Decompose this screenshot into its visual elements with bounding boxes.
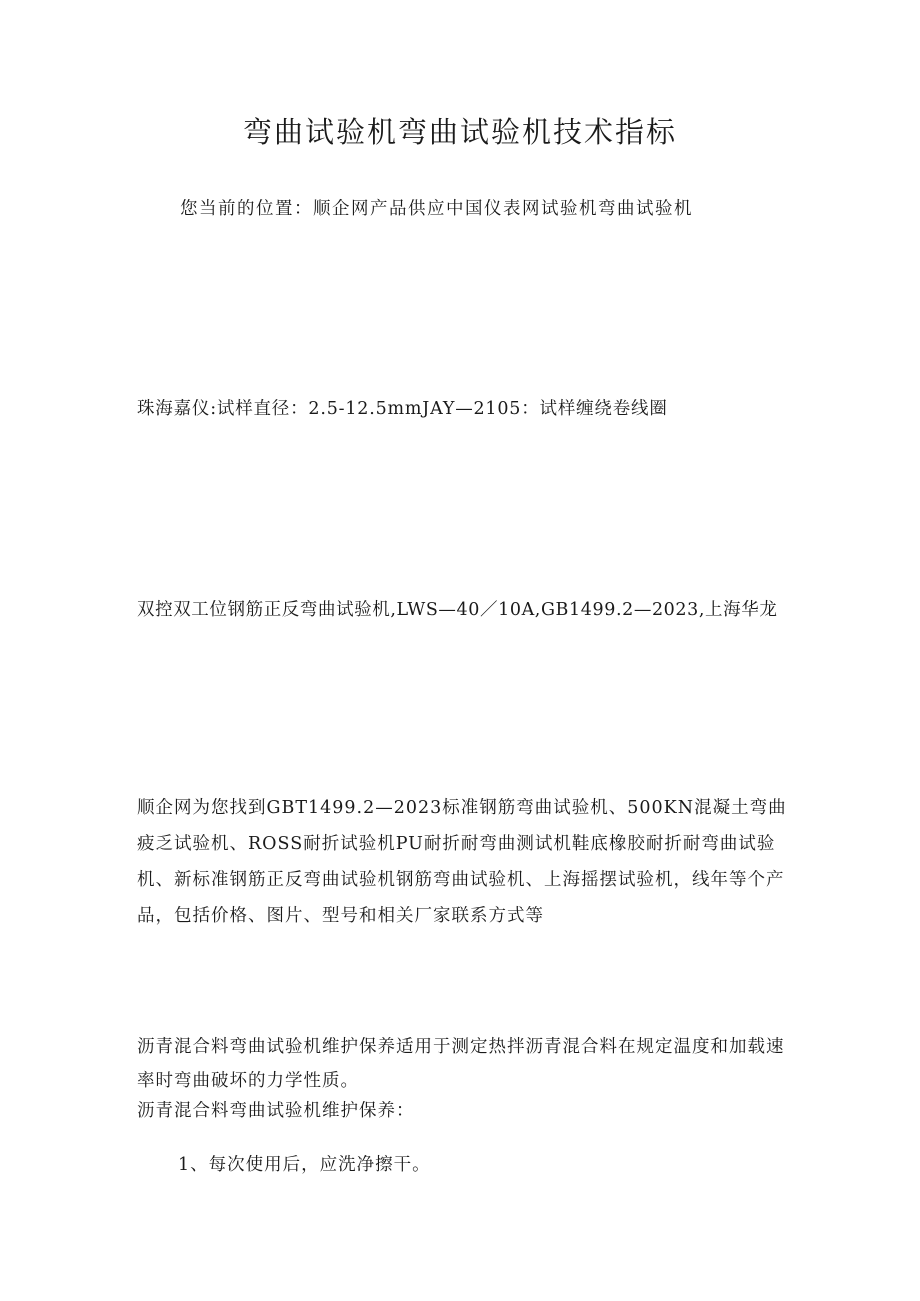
list-item: 1、每次使用后，应洗净擦干。	[178, 1155, 431, 1175]
page-title: 弯曲试验机弯曲试验机技术指标	[242, 115, 677, 149]
paragraph-rebar-machine: 双控双工位钢筋正反弯曲试验机,LWS—40／10A,GB1499.2—2023,上海华龙	[137, 600, 778, 620]
paragraph-asphalt-intro: 沥青混合料弯曲试验机维护保养适用于测定热拌沥青混合料在规定温度和加载速率时弯曲破坏的力学性质。	[137, 1037, 785, 1091]
paragraph-specs-zhuhai: 珠海嘉仪:试样直径：2.5-12.5mmJAY—2105：试样缠绕卷线圈	[137, 399, 668, 419]
breadcrumb: 您当前的位置：顺企网产品供应中国仪表网试验机弯曲试验机	[180, 199, 693, 219]
paragraph-maintenance-heading: 沥青混合料弯曲试验机维护保养：	[137, 1101, 415, 1121]
paragraph-search-results: 顺企网为您找到GBT1499.2—2023标准钢筋弯曲试验机、500KN混凝土弯曲疲乏试验机、ROSS耐折试验机PU耐折耐弯曲测试机鞋底橡胶耐折耐弯曲试验机、新标准钢筋正反弯曲试验机钢筋弯曲试验机、上海摇摆试验机，线年等个产品，包括价格、图片、型号和相关厂家联系方式等	[137, 798, 787, 926]
